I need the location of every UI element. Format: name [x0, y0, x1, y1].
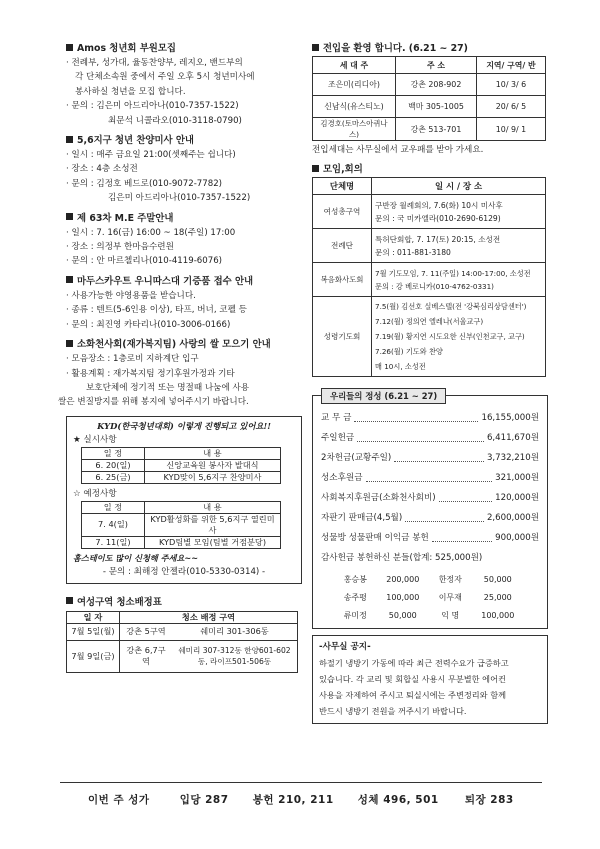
amos-line: 최문석 니콜라오(010-3118-0790) — [108, 115, 242, 126]
table-row — [67, 640, 298, 672]
table-header: 단체명 — [313, 178, 372, 195]
amos-line: 봉사하실 청년을 모집 합니다. — [75, 86, 186, 97]
hymn-footer — [60, 782, 542, 807]
table-cell: 신앙교육원 봉사자 발대식 — [145, 459, 281, 471]
meetings-title: 모임,회의 — [323, 164, 363, 176]
offering-title: 우리들의 정성 (6.21 ~ 27) — [321, 388, 446, 404]
amos-line: 각 단체소속원 중에서 주일 오후 5시 청년미사에 — [75, 72, 255, 83]
offering-label: 성소후원금 — [321, 473, 363, 484]
table-row — [313, 118, 546, 141]
rice-title: 소화천사회(재가복지팀) 사랑의 쌀 모으기 안내 — [77, 339, 271, 351]
kyd-done-title: ★ 실시사항 — [73, 434, 117, 445]
notice-line: 있습니다. 각 교리 및 회합실 사용시 무분별한 에어컨 — [319, 674, 506, 685]
table-header: 세 대 주 — [313, 57, 396, 74]
scout-title: 마두스카우트 우니따스대 기증품 접수 안내 — [77, 275, 254, 287]
mass-line: 김은미 아드리아나(010-7357-1522) — [108, 193, 251, 204]
me-line: · 일시 : 7. 16(금) 16:00 ~ 18(주일) 17:00 — [66, 227, 236, 238]
me-title: 제 63차 M.E 주말안내 — [77, 212, 174, 224]
table-cell: 쉐미리 307-312동 한양601-602동, 라이프501-506동 — [172, 640, 298, 672]
clean-title: 여성구역 청소배정표 — [77, 596, 162, 608]
bullet-square-icon — [66, 276, 73, 283]
table-cell: 쉐미리 301-306동 — [172, 623, 298, 640]
table-cell: 조은미(리디아) — [313, 74, 396, 96]
welcome-table — [312, 56, 546, 141]
donor-amount: 100,000 — [481, 610, 515, 620]
offering-amount: 3,732,210원 — [486, 453, 539, 464]
kyd-plan-table — [81, 501, 281, 549]
table-cell: 성령기도회 — [313, 297, 372, 377]
donor-name: 익 명 — [441, 610, 460, 620]
bullet-square-icon — [66, 44, 73, 51]
table-cell: 7. 4(일) — [82, 513, 145, 536]
donor-table — [335, 570, 525, 624]
table-row — [313, 74, 546, 96]
offering-row — [321, 428, 539, 448]
table-cell: 전례단 — [313, 229, 372, 263]
table-header: 일 자 — [67, 611, 120, 623]
donor-name: 류미정 — [343, 610, 367, 620]
hymn-label: 이번 주 성가 — [88, 794, 150, 806]
hymn-offertory: 봉헌 210, 211 — [252, 794, 334, 806]
rice-section — [58, 336, 302, 410]
me-line: · 장소 : 의정부 한마음수련원 — [66, 242, 174, 253]
table-cell: 강촌 5구역 — [120, 623, 173, 640]
office-notice-box — [312, 635, 548, 724]
mass-section — [66, 132, 302, 206]
donor-amount: 100,000 — [386, 592, 420, 602]
table-cell: KYD맞이 5,6지구 찬양미사 — [145, 471, 281, 483]
bullet-square-icon — [312, 165, 319, 172]
table-cell: 7월 5일(월) — [67, 623, 120, 640]
table-row — [82, 536, 281, 548]
mass-title: 5,6지구 청년 찬양미사 안내 — [77, 135, 194, 147]
table-row — [313, 263, 546, 297]
offering-label: 사회복지후원금(소화천사회비) — [321, 493, 436, 504]
notice-line: 하절기 냉방기 가동에 따라 최근 전력수요가 급증하고 — [319, 658, 509, 669]
mass-line: · 장소 : 4층 소성전 — [66, 164, 138, 175]
table-header: 내 용 — [145, 501, 281, 513]
table-cell: 7. 11(일) — [82, 536, 145, 548]
table-header: 지역/ 구역/ 반 — [477, 57, 546, 74]
kyd-contact: - 문의 : 최해정 안젤라(010-5330-0314) - — [102, 566, 266, 577]
table-row — [313, 229, 546, 263]
mass-line: · 일시 : 매주 금요일 21:00(셋째주는 쉽니다) — [66, 150, 236, 161]
table-row — [82, 459, 281, 471]
table-cell: 특허단회합, 7. 17(토) 20:15, 소성전 문의 : 011-881-3180 — [372, 229, 546, 263]
amos-line: · 문의 : 김은미 아드리아나(010-7357-1522) — [66, 101, 239, 112]
offering-amount: 321,000원 — [495, 473, 539, 484]
table-cell: 김경호(토마스아퀴나스) — [313, 118, 396, 141]
table-cell: 10/ 3/ 6 — [477, 74, 546, 96]
table-row — [82, 471, 281, 483]
scout-line: · 사용가능한 야영용품을 받습니다. — [66, 290, 196, 301]
table-cell: 7.5(월) 김선호 실베스텔(전 '강북심리상담센터') 7.12(월) 정의연 엘레나(서울교구) 7.19(월) 황지연 시도요한 신부(인천교구, 교구) 7.26(월) 기도와 찬양 매 10시, 소성전 — [372, 297, 546, 377]
donor-amount: 200,000 — [386, 574, 420, 584]
offering-box — [312, 391, 548, 629]
table-cell: 강촌 6,7구역 — [120, 640, 173, 672]
bullet-square-icon — [66, 136, 73, 143]
bullet-square-icon — [66, 340, 73, 347]
offering-amount: 900,000원 — [495, 533, 539, 544]
scout-line: · 문의 : 최진영 카타리나(010-3006-0166) — [66, 319, 231, 330]
table-cell: 백마 305-1005 — [396, 96, 477, 118]
donor-name: 송주평 — [343, 592, 367, 602]
amos-section — [66, 40, 302, 128]
table-header: 일 정 — [82, 447, 145, 459]
table-row — [67, 623, 298, 640]
table-header: 일 정 — [82, 501, 145, 513]
offering-label: 감사헌금 봉헌하신 분들(합계: 525,000원) — [321, 553, 483, 564]
table-cell: 7월 9일(금) — [67, 640, 120, 672]
offering-label: 성물방 성물판매 이익금 봉헌 — [321, 533, 429, 544]
welcome-section — [312, 40, 548, 157]
bullet-square-icon — [312, 44, 319, 51]
table-cell: 강촌 208-902 — [396, 74, 477, 96]
table-cell: KYD활성화를 위한 5,6지구 열린미사 — [145, 513, 281, 536]
table-header: 청소 배정 구역 — [120, 611, 298, 623]
me-section — [66, 210, 302, 269]
table-cell: 6. 25(금) — [82, 471, 145, 483]
donor-amount: 50,000 — [483, 574, 512, 584]
table-row — [335, 588, 525, 606]
notice-title: -사무실 공지- — [319, 642, 371, 653]
offering-amount: 2,600,000원 — [486, 513, 539, 524]
table-header: 내 용 — [145, 447, 281, 459]
bullet-square-icon — [66, 597, 73, 604]
donor-amount: 50,000 — [388, 610, 417, 620]
table-cell: KYD팀별 모임(팀별 거점분당) — [145, 536, 281, 548]
scout-line: · 종류 : 텐트(5-6인용 이상), 타프, 버너, 코펠 등 — [66, 305, 247, 316]
table-cell: 구반장 월례회의, 7.6(화) 10시 미사후 문의 : 국 미카엘라(010-2690-6129) — [372, 195, 546, 229]
offering-amount: 120,000원 — [495, 493, 539, 504]
donor-name: 한정자 — [438, 574, 462, 584]
rice-line: · 활용계획 : 재가복지팀 정기후원가정과 기타 — [66, 368, 235, 379]
table-cell: 복음화사도회 — [313, 263, 372, 297]
offering-row — [321, 508, 539, 528]
table-row — [313, 96, 546, 118]
rice-line: 쌀은 변질방지를 위해 봉지에 넣어주시기 바랍니다. — [58, 397, 249, 408]
scout-section — [66, 273, 302, 332]
table-row — [335, 606, 525, 624]
rice-line: 보호단체에 정기적 또는 명절때 나눔에 사용 — [86, 382, 250, 393]
offering-row — [321, 408, 539, 428]
amos-title: Amos 청년회 부원모집 — [77, 43, 176, 54]
donor-amount: 25,000 — [483, 592, 512, 602]
table-row — [313, 195, 546, 229]
kyd-box — [66, 416, 302, 584]
bullet-square-icon — [66, 213, 73, 220]
table-cell: 20/ 6/ 5 — [477, 96, 546, 118]
hymn-entrance: 입당 287 — [179, 794, 229, 806]
table-cell: 강촌 513-701 — [396, 118, 477, 141]
welcome-title: 전입을 환영 합니다. (6.21 ~ 27) — [323, 43, 468, 54]
offering-row — [321, 528, 539, 548]
offering-row — [321, 448, 539, 468]
meetings-table — [312, 177, 546, 377]
offering-row — [321, 468, 539, 488]
welcome-note: 전입세대는 사무실에서 교우패를 받아 가세요. — [312, 145, 484, 155]
table-cell: 10/ 9/ 1 — [477, 118, 546, 141]
kyd-note: 홈스테이도 많이 신청해 주세요~~ — [73, 552, 199, 563]
rice-line: · 모음장소 : 1층로비 지하계단 입구 — [66, 354, 199, 365]
right-column — [312, 40, 548, 724]
kyd-done-table — [81, 447, 281, 484]
offering-row — [321, 488, 539, 508]
donor-name: 홍승봉 — [343, 574, 367, 584]
mass-line: · 문의 : 김정호 베드로(010-9072-7782) — [66, 178, 223, 189]
amos-line: · 전례부, 성가대, 율동찬양부, 레지오, 밴드부의 — [66, 58, 243, 68]
table-cell: 신남식(유스티노) — [313, 96, 396, 118]
offering-label: 주일헌금 — [321, 433, 355, 444]
offering-row — [321, 548, 539, 568]
table-cell: 여성총구역 — [313, 195, 372, 229]
offering-label: 2차헌금(교황주일) — [321, 453, 392, 464]
offering-amount: 6,411,670원 — [486, 433, 539, 444]
offering-label: 교 무 금 — [321, 413, 352, 424]
notice-line: 반드시 냉방기 전원을 꺼주시기 바랍니다. — [319, 706, 467, 717]
table-cell: 6. 20(일) — [82, 459, 145, 471]
table-row — [82, 513, 281, 536]
kyd-plan-title: ☆ 예정사항 — [73, 488, 117, 499]
left-column — [58, 40, 302, 673]
table-header: 주 소 — [396, 57, 477, 74]
donor-name: 이무재 — [438, 592, 462, 602]
table-cell: 7월 기도모임, 7. 11(주일) 14:00-17:00, 소성전 문의 : 강 베로니카(010-4762-0331) — [372, 263, 546, 297]
me-line: · 문의 : 안 마르첼리나(010-4119-6076) — [66, 256, 223, 267]
hymn-recession: 퇴장 283 — [464, 794, 514, 806]
clean-table — [66, 611, 298, 673]
kyd-heading: KYD(한국청년대회) 이렇게 진행되고 있어요!! — [97, 420, 271, 431]
clean-section — [66, 594, 302, 673]
table-row — [335, 570, 525, 588]
notice-line: 사용을 자제하여 주시고 퇴실시에는 주변정리와 함께 — [319, 690, 507, 701]
table-row — [313, 297, 546, 377]
table-header: 일 시 / 장 소 — [372, 178, 546, 195]
offering-label: 자판기 판매금(4,5월) — [321, 513, 403, 524]
meetings-section — [312, 161, 548, 377]
hymn-communion: 성체 496, 501 — [357, 794, 439, 806]
offering-amount: 16,155,000원 — [481, 413, 539, 424]
